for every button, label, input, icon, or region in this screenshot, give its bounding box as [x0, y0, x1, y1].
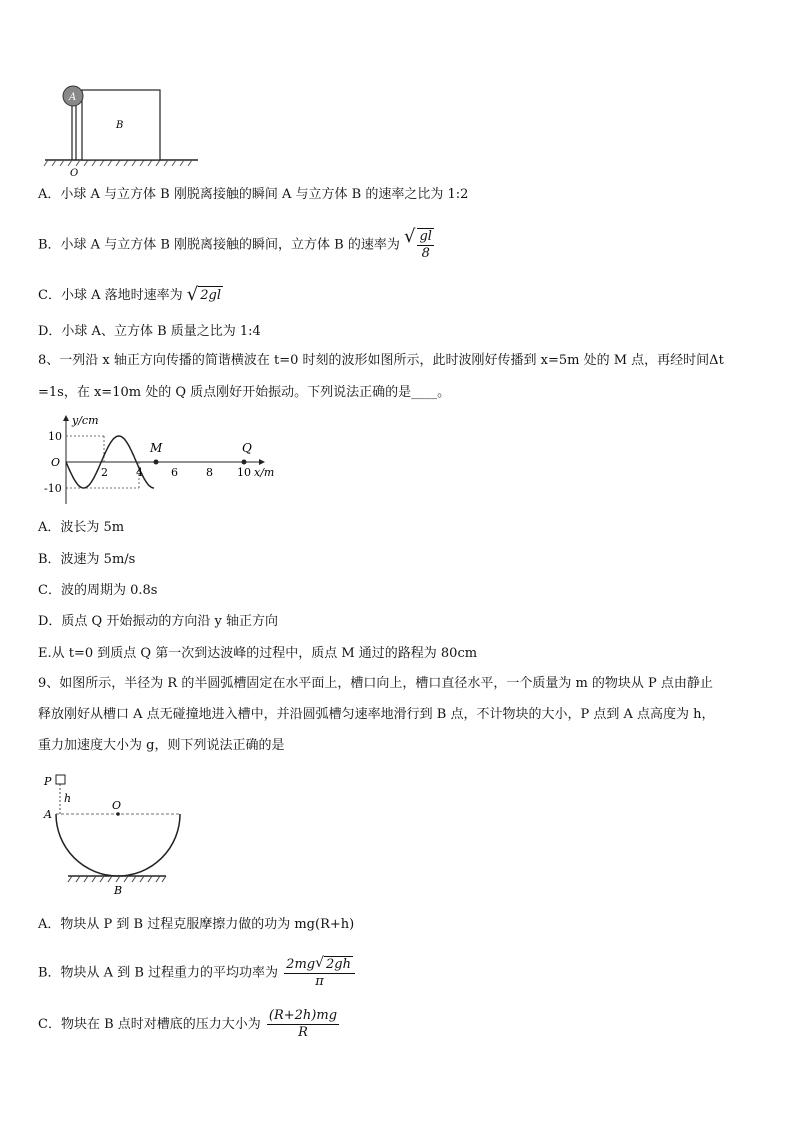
x-tick-10: 10 [237, 466, 251, 479]
x-tick-6: 6 [171, 466, 178, 479]
sqrt-expression: √ 2gl [186, 284, 221, 305]
figure-trough [38, 772, 198, 900]
q7-option-c: C．小球 A 落地时速率为 √ 2gl [38, 284, 221, 305]
q8-option-c: C．波的周期为 0.8s [38, 583, 158, 598]
y-axis-label: y/cm [72, 414, 99, 427]
q9-stem-line2: 释放刚好从槽口 A 点无碰撞地进入槽中，并沿圆弧槽匀速率地滑行到 B 点，不计物块的大小，P 点到 A 点高度为 h， [38, 707, 715, 722]
sqrt-expression: √ $\frac{gl}{8}$ [403, 226, 432, 261]
label-o: O [112, 799, 122, 812]
label-m: M [150, 441, 163, 455]
label-a: A [44, 808, 52, 821]
q7-option-a: A．小球 A 与立方体 B 刚脱离接触的瞬间 A 与立方体 B 的速率之比为 1:2 [38, 187, 469, 202]
trough-arc [56, 814, 180, 876]
x-tick-8: 8 [206, 466, 213, 479]
x-axis-label: x/m [254, 466, 275, 479]
point-m [154, 460, 159, 465]
x-tick-4: 4 [136, 466, 143, 479]
q8-option-e: E.从 t=0 到质点 Q 第一次到达波峰的过程中，质点 M 通过的路程为 80cm [38, 646, 478, 661]
figure-ball-cube [40, 80, 210, 180]
label-p: P [44, 775, 52, 788]
q8-option-b: B．波速为 5m/s [38, 552, 136, 567]
q9-stem-line1: 9、如图所示，半径为 R 的半圆弧槽固定在水平面上，槽口向上，槽口直径水平，一个质量为 m 的物块从 P 点由静止 [38, 676, 713, 691]
q8-stem-line2: =1s，在 x=10m 处的 Q 质点刚好开始振动。下列说法正确的是____。 [38, 385, 451, 400]
label-b: B [114, 884, 123, 897]
block-p [56, 775, 65, 784]
q9-option-b: B．物块从 A 到 B 过程重力的平均功率为 2mg √ 2gh π [38, 956, 355, 990]
label-o: O [70, 168, 79, 179]
label-h: h [64, 792, 72, 805]
q9-option-c: C．物块在 B 点时对槽底的压力大小为 $\frac{(R+2h)mg}{R}$ [38, 1008, 338, 1040]
y-tick-10: 10 [48, 430, 62, 443]
fraction: $\frac{(R+2h)mg}{R}$ [268, 1008, 338, 1040]
label-q: Q [242, 441, 252, 455]
center-o [116, 812, 120, 816]
q8-option-d: D．质点 Q 开始振动的方向沿 y 轴正方向 [38, 614, 278, 629]
x-tick-2: 2 [101, 466, 108, 479]
q9-stem-line3: 重力加速度大小为 g，则下列说法正确的是 [38, 738, 285, 753]
label-a: A [69, 92, 77, 103]
q7-option-b: B．小球 A 与立方体 B 刚脱离接触的瞬间，立方体 B 的速率为 √ $\frac{gl}{8}$ [38, 226, 432, 261]
y-tick-neg10: -10 [44, 482, 62, 495]
q7-option-d: D．小球 A、立方体 B 质量之比为 1:4 [38, 324, 261, 339]
fraction: 2mg √ 2gh π [284, 956, 355, 990]
q9-option-a: A．物块从 P 到 B 过程克服摩擦力做的功为 mg(R+h) [38, 917, 355, 932]
origin-label: O [51, 456, 61, 469]
label-b: B [116, 120, 124, 131]
q8-stem-line1: 8、一列沿 x 轴正方向传播的简谐横波在 t=0 时刻的波形如图所示，此时波刚好传播到 x=5m 处的 M 点，再经时间Δt [38, 353, 724, 368]
wave-chart [36, 410, 296, 510]
q8-option-a: A．波长为 5m [38, 520, 125, 535]
point-q [242, 460, 247, 465]
